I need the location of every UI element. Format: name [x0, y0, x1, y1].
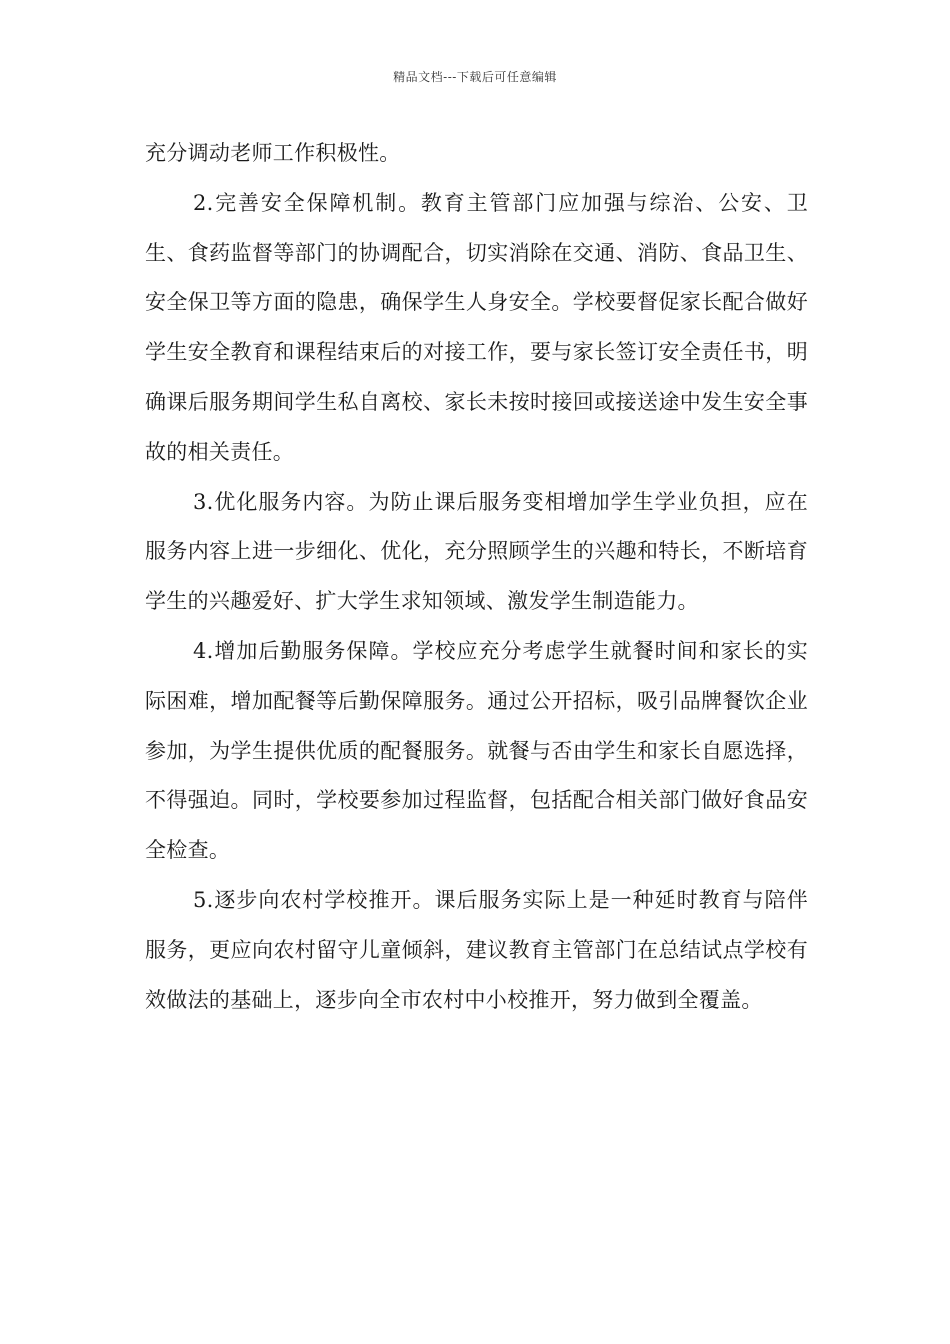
paragraph-logistics: 4.增加后勤服务保障。学校应充分考虑学生就餐时间和家长的实际困难，增加配餐等后勤保障服务。通过公开招标，吸引品牌餐饮企业参加，为学生提供优质的配餐服务。就餐与否由学生和家长自愿选择，不得强迫。同时，学校要参加过程监督，包括配合相关部门做好食品安全检查。 [145, 638, 808, 863]
paragraph-safety-mechanism: 2.完善安全保障机制。教育主管部门应加强与综治、公安、卫生、食药监督等部门的协调配合，切实消除在交通、消防、食品卫生、安全保卫等方面的隐患，确保学生人身安全。学校要督促家长配合做好学生安全教育和课程结束后的对接工作，要与家长签订安全责任书，明确课后服务期间学生私自离校、家长未按时接回或接送途中发生安全事故的相关责任。 [145, 190, 808, 464]
paragraph-service-content: 3.优化服务内容。为防止课后服务变相增加学生学业负担，应在服务内容上进一步细化、优化，充分照顾学生的兴趣和特长，不断培育学生的兴趣爱好、扩大学生求知领域、激发学生制造能力。 [145, 489, 808, 614]
page-header: 精品文档---下载后可任意编辑 [393, 70, 557, 84]
paragraph-continuation: 充分调动老师工作积极性。 [145, 141, 401, 165]
document-body [145, 129, 808, 1025]
paragraph-rural-schools: 5.逐步向农村学校推开。课后服务实际上是一种延时教育与陪伴服务，更应向农村留守儿童倾斜，建议教育主管部门在总结试点学校有效做法的基础上，逐步向全市农村中小校推开，努力做到全覆盖。 [145, 887, 808, 1012]
